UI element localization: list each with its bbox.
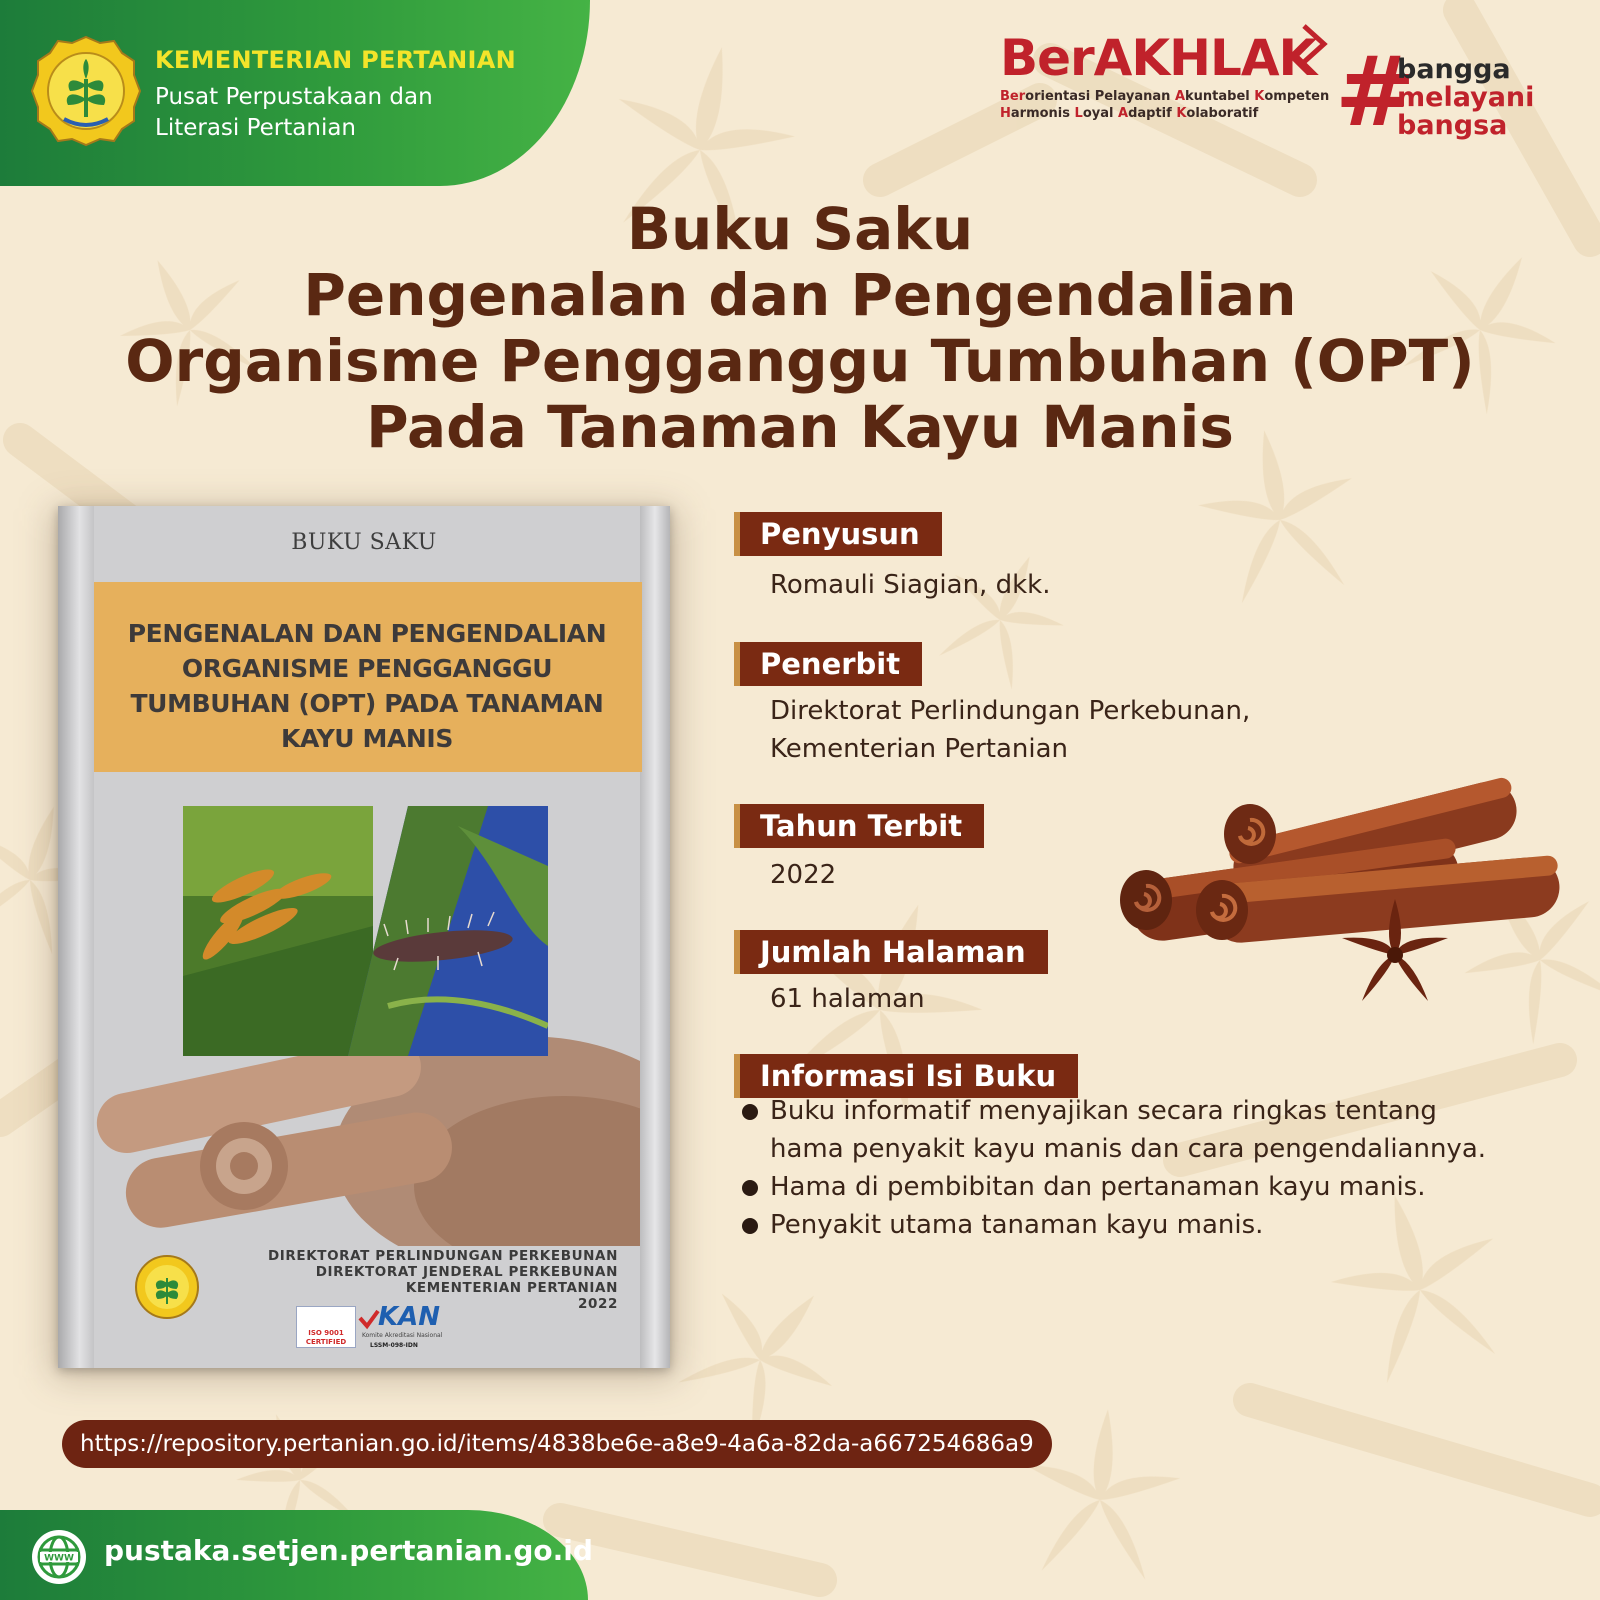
author-label: Penyusun — [740, 512, 942, 556]
caterpillar-photo — [183, 806, 373, 1056]
cinnamon-powder-image — [94, 1026, 640, 1246]
book-publisher-line: DIREKTORAT JENDERAL PERKEBUNAN — [315, 1264, 618, 1280]
contents-label: Informasi Isi Buku — [740, 1054, 1078, 1098]
bangga-melayani-bangsa-logo — [1335, 36, 1575, 152]
book-title-line: TUMBUHAN (OPT) PADA TANAMAN — [130, 689, 604, 718]
ministry-emblem-icon — [134, 1254, 200, 1320]
cinnamon-sticks-illustration — [1110, 770, 1570, 1010]
page-title-line: Pada Tanaman Kayu Manis — [366, 393, 1234, 461]
ministry-unit-line: Pusat Perpustakaan dan — [155, 84, 433, 110]
hashtag-symbol: # — [1335, 36, 1416, 148]
list-item — [740, 1092, 1486, 1168]
book-edge — [640, 506, 670, 1368]
pages-label: Jumlah Halaman — [740, 930, 1048, 974]
author-value: Romauli Siagian, dkk. — [770, 570, 1051, 600]
book-cover — [58, 506, 670, 1368]
kan-code: LSSM-098-IDN — [370, 1342, 418, 1349]
book-title-line: ORGANISME PENGGANGGU — [181, 654, 553, 683]
pages-value: 61 halaman — [770, 984, 925, 1014]
publisher-label: Penerbit — [740, 642, 922, 686]
book-publisher-line: KEMENTERIAN PERTANIAN — [405, 1280, 618, 1296]
hairy-caterpillar-photo — [348, 806, 548, 1056]
ministry-unit-name — [155, 82, 535, 144]
page-title-line: Organisme Pengganggu Tumbuhan (OPT) — [125, 327, 1475, 395]
book-title-line: PENGENALAN DAN PENGENDALIAN — [127, 619, 607, 648]
kan-wordmark: KAN — [378, 1302, 441, 1332]
website-footer — [0, 1510, 593, 1600]
publisher-value — [770, 692, 1250, 768]
berakhlak-logo — [1000, 30, 1329, 122]
svg-text:WWW: WWW — [44, 1553, 74, 1564]
hashtag-word: bangsa — [1397, 110, 1508, 141]
list-item: Hama di pembibitan dan pertanaman kayu manis. — [740, 1168, 1486, 1206]
berakhlak-tagline-line: Berorientasi Pelayanan Akuntabel Kompeten — [1000, 89, 1330, 104]
berakhlak-wordmark: BerAKHLAK — [1000, 29, 1317, 87]
hashtag-word: bangga — [1397, 54, 1511, 85]
book-overline: BUKU SAKU — [291, 530, 437, 555]
book-spine — [58, 506, 94, 1368]
ministry-emblem-icon — [30, 35, 142, 147]
kan-accreditation-badge — [358, 1304, 448, 1350]
repository-url-link[interactable]: https://repository.pertanian.go.id/items/4838be6e-a8e9-4a6a-82da-a667254686a9 — [62, 1420, 1052, 1468]
list-item-line: hama penyakit kayu manis dan cara pengendaliannya. — [770, 1134, 1487, 1164]
berakhlak-tagline — [1000, 88, 1329, 122]
ministry-header — [0, 0, 590, 186]
ministry-unit-line: Literasi Pertanian — [155, 115, 357, 141]
book-title-line: KAYU MANIS — [281, 724, 453, 753]
iso-certified-badge: ISO 9001 CERTIFIED — [296, 1306, 356, 1348]
website-link[interactable]: pustaka.setjen.pertanian.go.id — [104, 1534, 593, 1567]
year-label: Tahun Terbit — [740, 804, 984, 848]
book-title — [102, 616, 632, 756]
page-title-line: Buku Saku — [626, 195, 974, 263]
book-publisher-line: DIREKTORAT PERLINDUNGAN PERKEBUNAN — [267, 1248, 618, 1264]
checkmark-icon — [358, 1308, 380, 1330]
kan-subtitle: Komite Akreditasi Nasional — [362, 1332, 443, 1339]
hashtag-word: melayani — [1397, 82, 1535, 113]
book-publisher-year: 2022 — [578, 1296, 618, 1312]
list-item-line: Buku informatif menyajikan secara ringkas tentang — [770, 1096, 1437, 1126]
publisher-value-line: Direktorat Perlindungan Perkebunan, — [770, 696, 1251, 726]
ministry-name: KEMENTERIAN PERTANIAN — [155, 46, 516, 74]
chevron-right-icon — [1300, 22, 1330, 66]
hashtag-text — [1397, 56, 1534, 140]
contents-list — [740, 1092, 1486, 1244]
globe-icon — [30, 1528, 88, 1586]
publisher-value-line: Kementerian Pertanian — [770, 734, 1069, 764]
page-title — [0, 196, 1600, 460]
page-title-line: Pengenalan dan Pengendalian — [303, 261, 1297, 329]
list-item: Penyakit utama tanaman kayu manis. — [740, 1206, 1486, 1244]
berakhlak-tagline-line: Harmonis Loyal Adaptif Kolaboratif — [1000, 106, 1259, 121]
year-value: 2022 — [770, 860, 837, 890]
